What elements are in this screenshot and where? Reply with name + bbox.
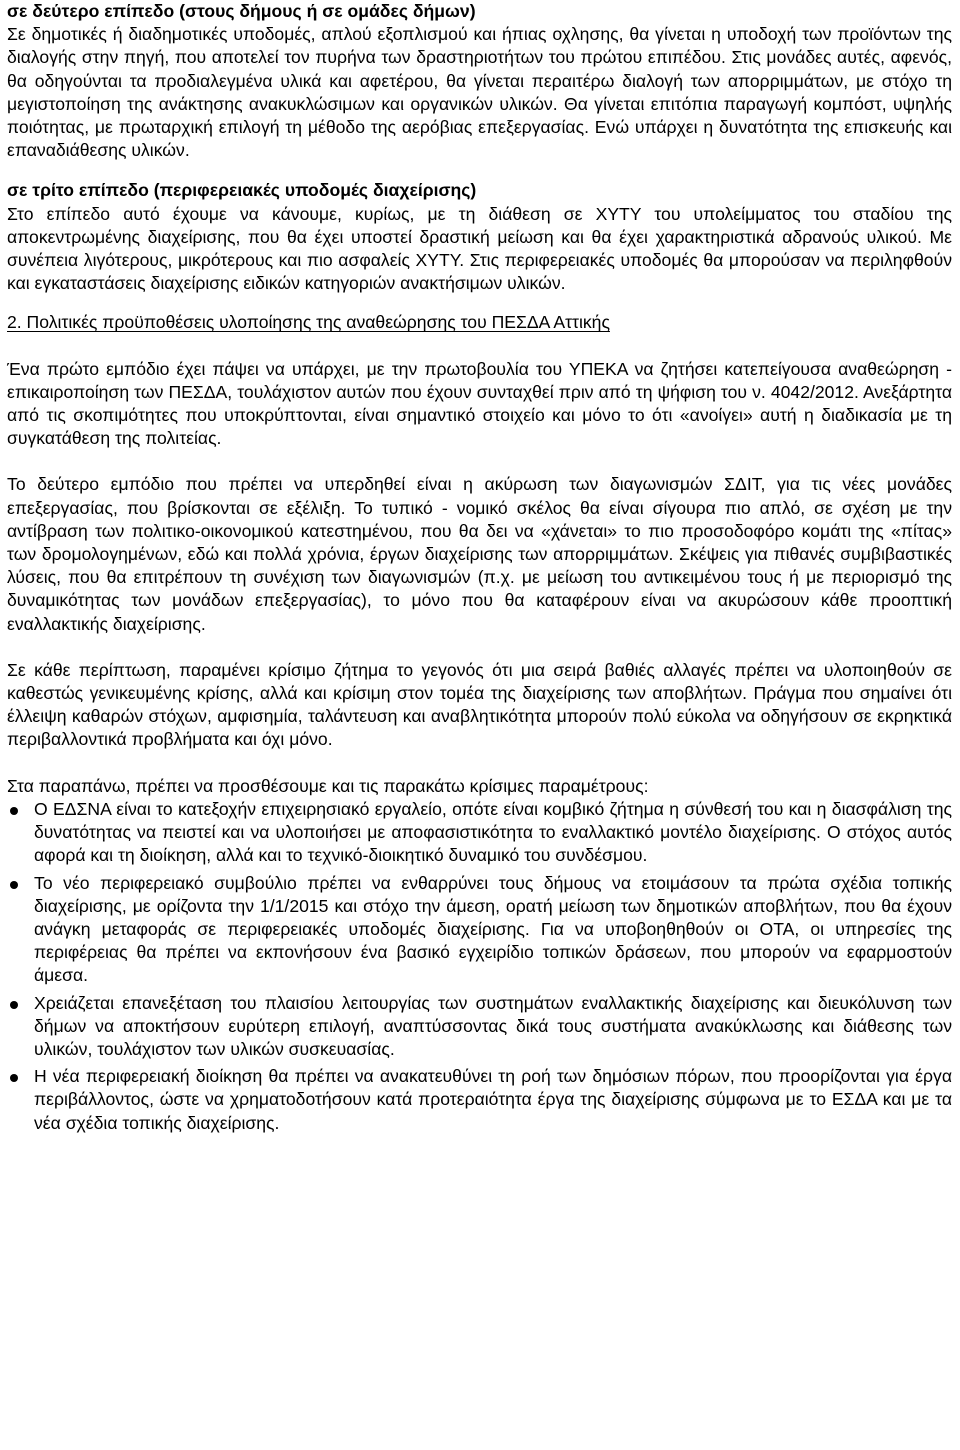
list-item bbox=[7, 872, 952, 988]
criteria-intro: Στα παραπάνω, πρέπει να προσθέσουμε και τις παρακάτω κρίσιμες παραμέτρους: bbox=[7, 775, 649, 796]
criteria-item-text: Το νέο περιφερειακό συμβούλιο πρέπει να ενθαρρύνει τους δήμους να ετοιμάσουν τα πρώτα σχέδια τοπικής διαχείρισης, με ορίζοντα την 1/1/2015 και στόχο την άμεση, ορατή μείωση των δημοτικών αποβλήτων, που θα έχουν ανάγκη μεταφοράς σε περιφερειακές υποδομές διαχείρισης. Για να υποβοηθηθούν οι ΟΤΑ, οι υπηρεσίες της περιφέρειας θα πρέπει να εκπονήσουν ένα βασικό εγχειρίδιο τοπικών δράσεων, που μπορούν να εφαρμοστούν άμεσα. bbox=[34, 872, 952, 986]
paragraph-crisis: Σε κάθε περίπτωση, παραμένει κρίσιμο ζήτημα το γεγονός ότι μια σειρά βαθιές αλλαγές πρέπει να υλοποιηθούν σε καθεστώς γενικευμένης κρίσης, αλλά και κρίσιμη στον τομέα της διαχείρισης των αποβλήτων. Πράγμα που σημαίνει ότι έλλειψη καθαρών στόχων, αμφισημία, ταλάντευση και αναβλητικότητα μπορούν πολύ εύκολα να οδηγήσουν σε εκρηκτικά περιβαλλοντικά προβλήματα και όχι μόνο. bbox=[7, 659, 952, 750]
level3-heading: σε τρίτο επίπεδο (περιφερειακές υποδομές διαχείρισης) bbox=[7, 180, 477, 201]
paragraph-second-obstacle: Το δεύτερο εμπόδιο που πρέπει να υπερδηθεί είναι η ακύρωση των διαγωνισμών ΣΔΙΤ, για τις νέες μονάδες επεξεργασίας, που βρίσκονται σε εξέλιξη. Το τυπικό - νομικό σκέλος θα είναι σίγουρα πιο απλό, σε σχέση με την αντίβραση των πολιτικο-οικονομικού κατεστημένου, που θα δει να «χάνεται» το πιο προσοδοφόρο κομάτι της «πίτας» των δρομολογημένων, εδώ και πολλά χρόνια, έργων διαχείρισης των απορριμμάτων. Σκέψεις για πιθανές συμβιβαστικές λύσεις, που θα επιτρέπουν τη συνέχιση των διαγωνισμών (π.χ. με μείωση του αντικειμένου τους ή με περιορισμό της δυναμικότητας των μονάδων επεξεργασίας), το μόνο που θα καταφέρουν είναι να ακυρώσουν κάθε προοπτική εναλλακτικής διαχείρισης. bbox=[7, 474, 952, 634]
criteria-list bbox=[7, 798, 952, 1135]
bullet-icon bbox=[10, 1001, 18, 1009]
bullet-icon bbox=[10, 807, 18, 815]
paragraph-first-obstacle: Ένα πρώτο εμπόδιο έχει πάψει να υπάρχει, με την πρωτοβουλία του ΥΠΕΚΑ να ζητήσει κατεπείγουσα αναθεώρηση - επικαιροποίηση των ΠΕΣΔΑ, τουλάχιστον αυτών που έχουν συνταχθεί πριν από τη ψήφιση του ν. 4042/2012. Ανεξάρτητα από τις σκοπιμότητες που υποκρύπτονται, είναι σημαντικό στοιχείο και μόνο το ότι «ανοίγει» αυτή η διαδικασία με τη συγκατάθεση της πολιτείας. bbox=[7, 358, 952, 449]
criteria-item-text: Ο ΕΔΣΝΑ είναι το κατεξοχήν επιχειρησιακό εργαλείο, οπότε είναι κομβικό ζήτημα η σύνθεσή του και η διασφάλιση της δυνατότητας να πειστεί και να υλοποιήσει με αποφασιστικότητα το εναλλακτικό μοντέλο διαχείρισης. Ο στόχος αυτός αφορά και τη διοίκηση, αλλά και το τεχνικό-διοικητικό δυναμικό του συνδέσμου. bbox=[34, 798, 952, 866]
level3-text: Στο επίπεδο αυτό έχουμε να κάνουμε, κυρίως, με τη διάθεση σε ΧΥΤΥ του υπολείμματος του σταδίου της αποκεντρωμένης διαχείρισης, που θα έχει υποστεί δραστική μείωση και θα έχει χαρακτηριστικά αδρανούς υλικού. Με συνέπεια λιγότερους, μικρότερους και πιο ασφαλείς ΧΥΤΥ. Στις περιφερειακές υποδομές θα μπορούσαν να περιληφθούν και εγκαταστάσεις διαχείρισης ειδικών κατηγοριών ανακτήσιμων υλικών. bbox=[7, 203, 952, 294]
level2-block bbox=[7, 0, 952, 162]
list-item bbox=[7, 798, 952, 868]
level2-heading: σε δεύτερο επίπεδο (στους δήμους ή σε ομάδες δήμων) bbox=[7, 1, 476, 21]
criteria-item-text: Χρειάζεται επανεξέταση του πλαισίου λειτουργίας των συστημάτων εναλλακτικής διαχείρισης και διευκόλυνση των δήμων να αποκτήσουν ευρύτερη επιλογή, αναπτύσσοντας δικά τους συστήματα ανακύκλωσης και διάθεσης των υλικών, τουλάχιστον των υλικών συσκευασίας. bbox=[34, 992, 952, 1059]
criteria-item-text: Η νέα περιφερειακή διοίκηση θα πρέπει να ανακατευθύνει τη ροή των δημόσιων πόρων, που προορίζονται για έργα περιβάλλοντος, ώστε να χρηματοδοτήσουν κατά προτεραιότητα έργα της διαχείρισης σύμφωνα με το ΕΣΔΑ και με τα νέα σχέδια τοπικής διαχείρισης. bbox=[34, 1066, 952, 1133]
level2-text: Σε δημοτικές ή διαδημοτικές υποδομές, απλού εξοπλισμού και ήπιας οχλησης, θα γίνεται η υποδοχή των προϊόντων της διαλογής στην πηγή, που αποτελεί τον πυρήνα των δραστηριοτήτων του πρώτου επιπέδου. Στις μονάδες αυτές, αφενός, θα οδηγούνται τα προδιαλεγμένα υλικά και αφετέρου, θα γίνεται περαιτέρω διαλογή των απορριμμάτων, με στόχο τη μεγιστοποίηση της ανάκτησης ανακυκλώσιμων και οργανικών υλικών. Θα γίνεται επιτόπια παραγωγή κομπόστ, υψηλής ποιότητας, με πρωταρχική επιλογή τη μέθοδο της αερόβιας επεξεργασίας. Ενώ υπάρχει η δυνατότητα της επισκευής και επαναδιάθεσης υλικών. bbox=[7, 24, 952, 161]
bullet-icon bbox=[10, 881, 18, 889]
section-2-title: 2. Πολιτικές προϋποθέσεις υλοποίησης της αναθεώρησης του ΠΕΣΔΑ Αττικής bbox=[7, 312, 610, 333]
list-item bbox=[7, 992, 952, 1062]
list-item bbox=[7, 1065, 952, 1135]
level3-block bbox=[7, 179, 952, 295]
bullet-icon bbox=[10, 1074, 18, 1082]
